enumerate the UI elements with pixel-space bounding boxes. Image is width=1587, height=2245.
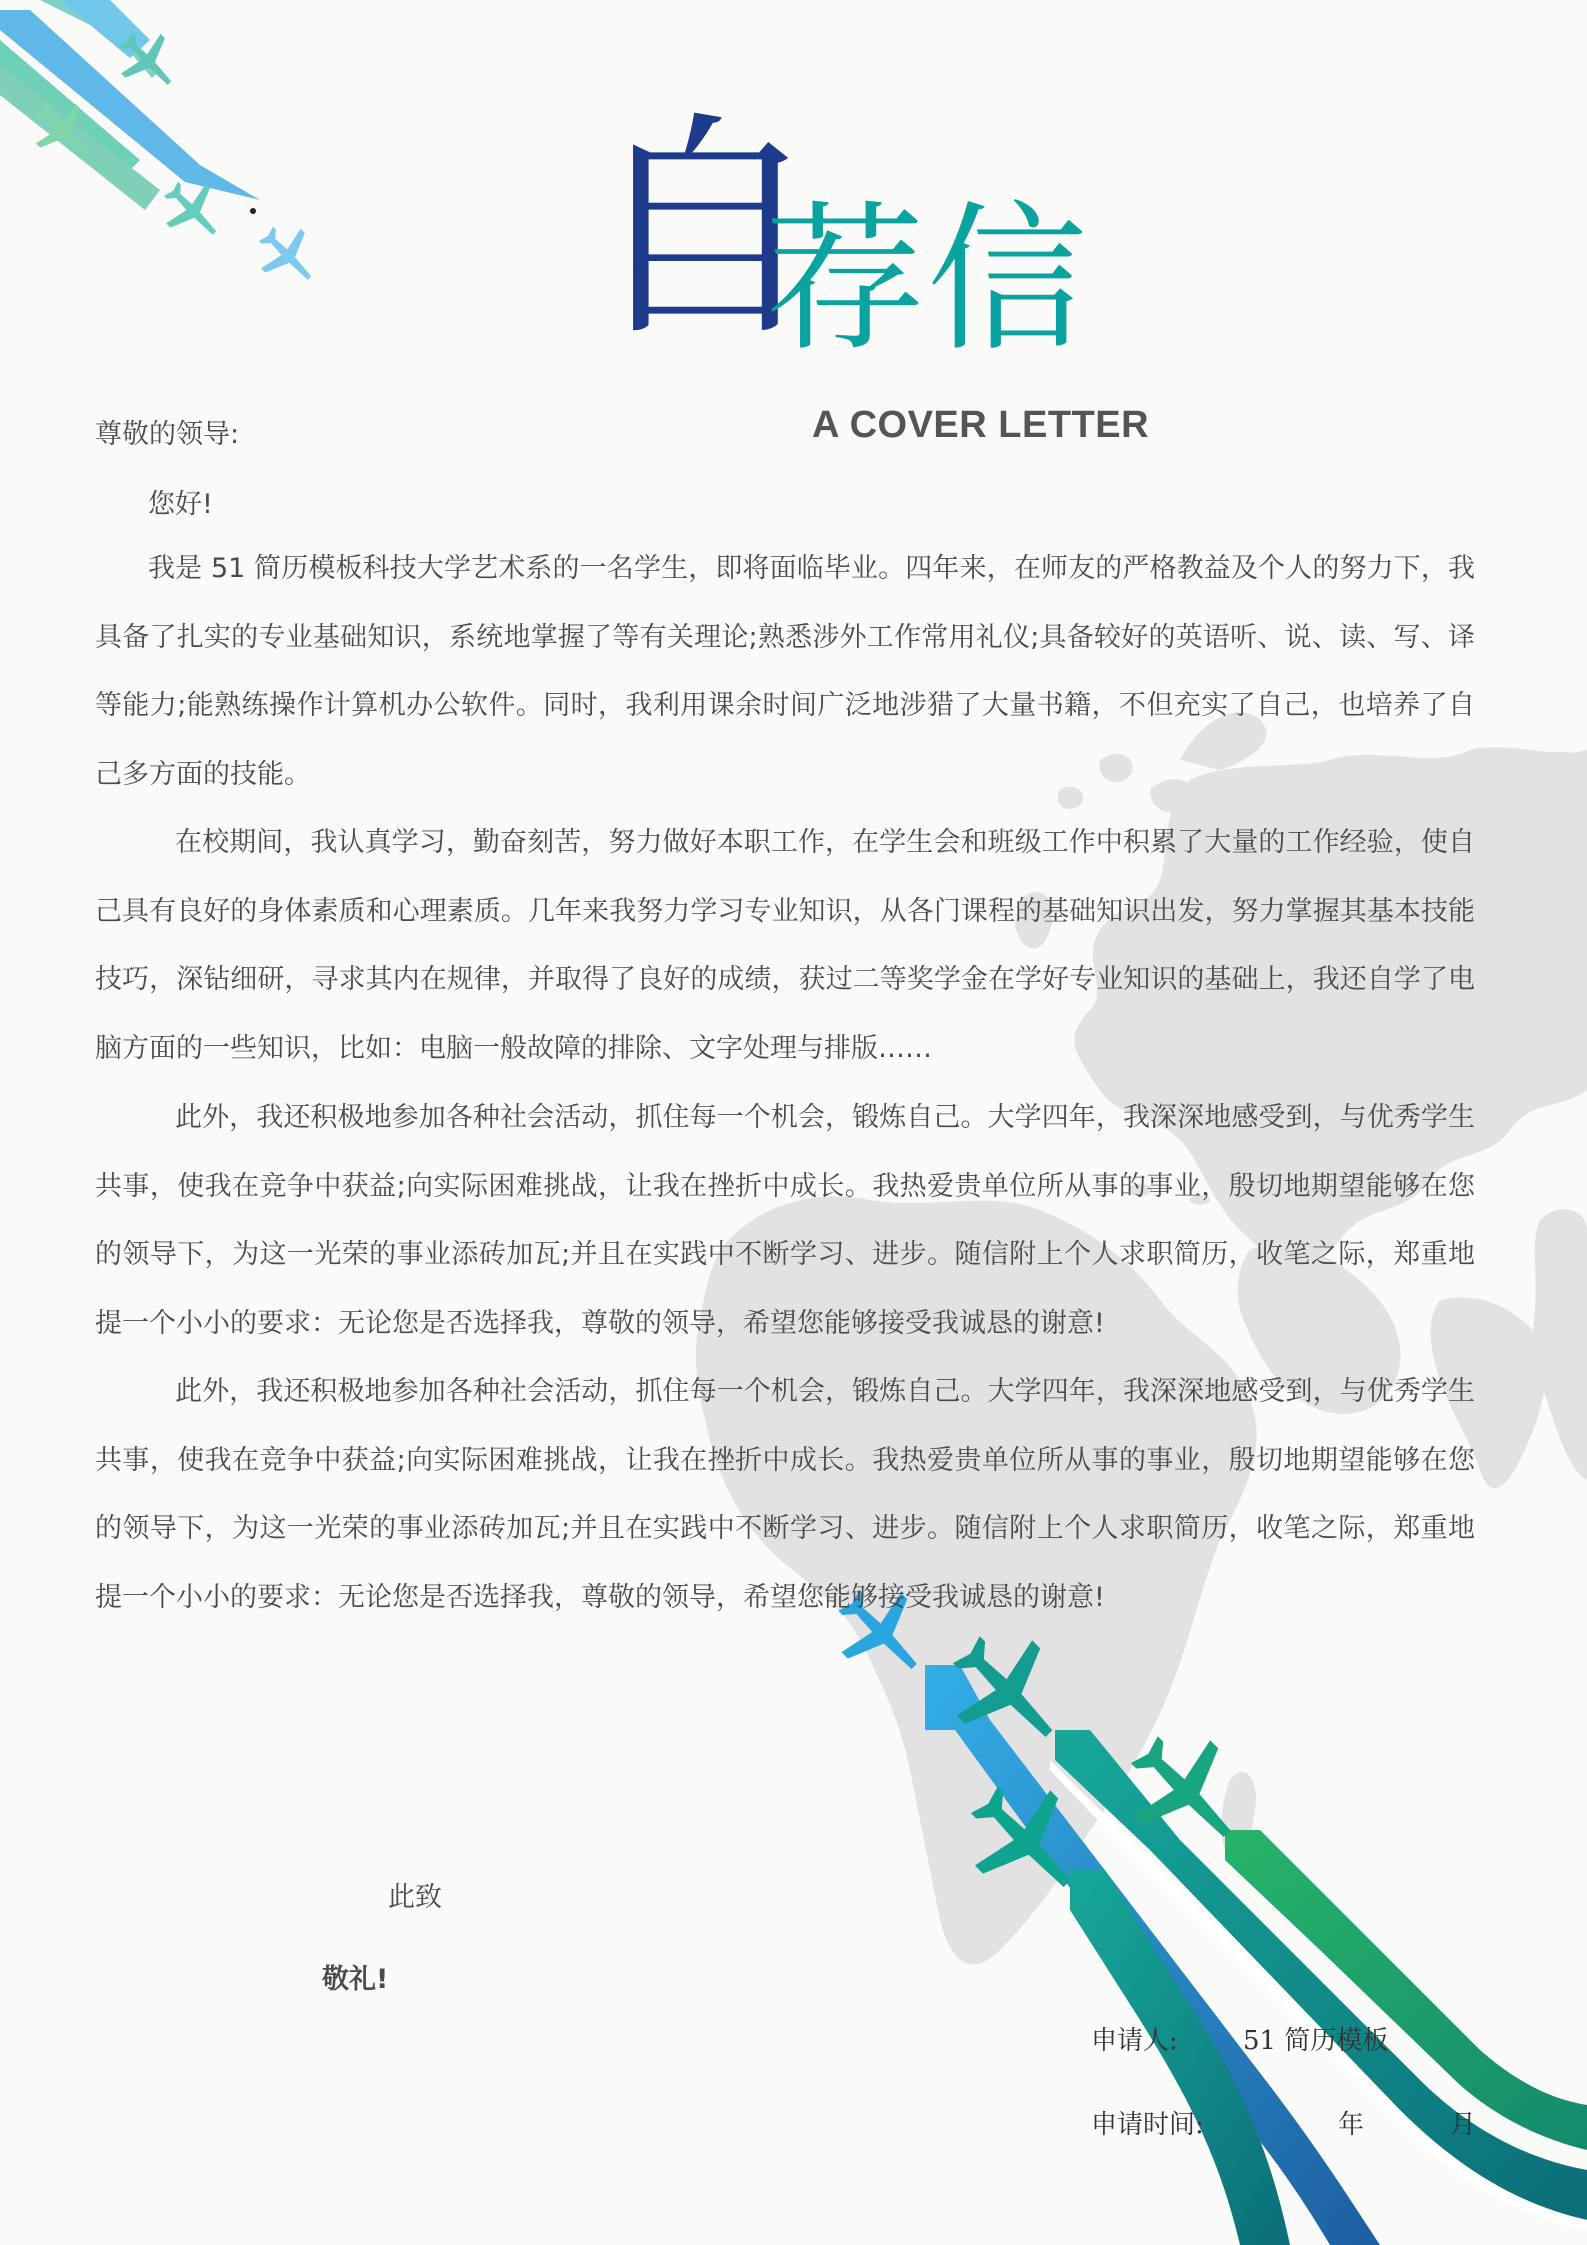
date-label: 申请时间:	[1091, 2110, 1204, 2140]
salutation: 尊敬的领导:	[95, 419, 240, 450]
regards: 敬礼!	[322, 1964, 389, 1995]
paragraph-3: 此外，我还积极地参加各种社会活动，抓住每一个机会，锻炼自己。大学四年，我深深地感受到，与优秀学生共事，使我在竞争中获益;向实际困难挑战，让我在挫折中成长。我热爱贵单位所从事的事业，殷切地期望能够在您的领导下，为这一光荣的事业添砖加瓦;并且在实践中不断学习、进步。随信附上个人求职简历，收笔之际，郑重地提一个小小的要求：无论您是否选择我，尊敬的领导，希望您能够接受我诚恳的谢意!	[95, 1102, 1475, 1339]
month-label: 月	[1450, 2110, 1477, 2140]
title-char-zi: 自	[585, 92, 823, 369]
year-label: 年	[1338, 2110, 1365, 2140]
subtitle: A COVER LETTER	[812, 404, 1150, 446]
greeting: 您好!	[148, 489, 213, 520]
title-jianxin: 荐信	[765, 186, 1090, 373]
paragraph-4: 此外，我还积极地参加各种社会活动，抓住每一个机会，锻炼自己。大学四年，我深深地感受到，与优秀学生共事，使我在竞争中获益;向实际困难挑战，让我在挫折中成长。我热爱贵单位所从事的事业，殷切地期望能够在您的领导下，为这一光荣的事业添砖加瓦;并且在实践中不断学习、进步。随信附上个人求职简历，收笔之际，郑重地提一个小小的要求：无论您是否选择我，尊敬的领导，希望您能够接受我诚恳的谢意!	[95, 1376, 1475, 1613]
stripe-arrows-icon	[925, 1665, 1587, 2245]
paragraph-2: 在校期间，我认真学习，勤奋刻苦，努力做好本职工作，在学生会和班级工作中积累了大量的工作经验，使自己具有良好的身体素质和心理素质。几年来我努力学习专业知识，从各门课程的基础知识出发，努力掌握其基本技能技巧，深钻细研，寻求其内在规律，并取得了良好的成绩，获过二等奖学金在学好专业知识的基础上，我还自学了电脑方面的一些知识，比如：电脑一般故障的排除、文字处理与排版……	[95, 827, 1475, 1064]
applicant-name: 51 简历模板	[1243, 2026, 1389, 2056]
applicant-label: 申请人:	[1091, 2026, 1178, 2056]
paragraph-1: 我是 51 简历模板科技大学艺术系的一名学生，即将面临毕业。四年来，在师友的严格教益及个人的努力下，我具备了扎实的专业基础知识，系统地掌握了等有关理论;熟悉涉外工作常用礼仪;具备较好的英语听、说、读、写、译等能力;能熟练操作计算机办公软件。同时，我利用课余时间广泛地涉猎了大量书籍，不但充实了自己，也培养了自己多方面的技能。	[95, 553, 1475, 790]
closing: 此致	[388, 1882, 442, 1913]
